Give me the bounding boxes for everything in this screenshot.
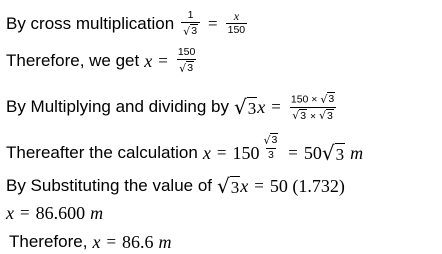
square-root: √ 3	[321, 140, 345, 165]
step-text: By Multiplying and dividing by	[6, 97, 230, 116]
variable-x: x	[6, 203, 14, 223]
equals-sign: =	[288, 142, 298, 162]
result-coefficient: 50	[303, 142, 322, 163]
unit-meter: m	[158, 232, 172, 252]
variable-x: x	[92, 232, 101, 252]
final-value: 86.6	[122, 232, 154, 252]
equals-sign: =	[254, 176, 264, 195]
fraction-one-over-root-three	[181, 10, 200, 38]
radicand: 3	[230, 178, 240, 197]
fraction-numerator: 150	[177, 46, 196, 58]
fraction-numerator	[289, 92, 337, 107]
fraction-150-over-root-three	[176, 47, 198, 75]
variable-x: x	[240, 176, 249, 196]
square-root: √ 3	[217, 174, 240, 198]
equals-sign: =	[106, 232, 117, 251]
square-root: √ 3	[183, 24, 198, 38]
step-text: Therefore, we get	[6, 50, 140, 70]
result-line	[6, 203, 103, 223]
final-answer-line	[9, 232, 172, 252]
radicand: 3	[247, 99, 257, 118]
fraction-denominator: 3	[267, 148, 274, 161]
radicand: 3	[191, 25, 198, 37]
unit-meter: m	[350, 142, 364, 163]
equals-sign: =	[158, 50, 168, 70]
radicand: 3	[335, 144, 345, 164]
radicand: 3	[328, 93, 335, 105]
fraction-denominator	[177, 59, 196, 75]
equals-sign: =	[208, 13, 218, 33]
substitution-line	[6, 176, 345, 196]
square-root: √ 3	[234, 95, 257, 119]
equals-sign: =	[20, 203, 30, 222]
radicand: 3	[271, 134, 278, 146]
substituted-value: 50 (1.732)	[269, 176, 345, 196]
fraction-numerator	[261, 133, 280, 148]
times-sign: ×	[309, 110, 317, 122]
result-value: 86.600	[35, 203, 86, 223]
multiplying-dividing-line	[6, 92, 339, 122]
variable-x: x	[202, 142, 211, 163]
step-text: By cross multiplication	[6, 13, 175, 33]
radicand: 3	[327, 109, 333, 122]
square-root: √ 3	[319, 109, 333, 122]
therefore-we-get-line	[6, 47, 199, 75]
square-root: √ 3	[263, 133, 278, 147]
unit-meter: m	[90, 203, 104, 223]
square-root: √ 3	[320, 92, 335, 106]
square-root: √ 3	[179, 61, 194, 75]
radicand: 3	[300, 109, 307, 122]
numerator-text: 150 ×	[290, 93, 318, 106]
step-text: Therefore,	[9, 232, 88, 251]
variable-x: x	[257, 97, 266, 117]
fraction-numerator: x	[233, 9, 240, 24]
calculation-line	[6, 133, 364, 167]
fraction-x-over-150	[226, 11, 248, 36]
fraction-root-three-over-three	[261, 133, 280, 161]
radicand: 3	[187, 62, 194, 74]
fraction-numerator: 1	[187, 9, 194, 21]
equals-sign: =	[216, 142, 227, 162]
fraction-denominator	[290, 107, 336, 123]
square-root: √ 3	[292, 109, 307, 122]
step-text: Thereafter the calculation	[6, 142, 198, 162]
coefficient: 150	[232, 142, 260, 163]
variable-x: x	[144, 50, 153, 71]
fraction-denominator: 150	[227, 24, 246, 37]
step-text: By Substituting the value of	[6, 176, 213, 195]
cross-multiplication-line	[6, 10, 249, 38]
fraction-rationalized	[289, 92, 337, 122]
equals-sign: =	[271, 97, 281, 116]
fraction-denominator	[181, 22, 200, 38]
